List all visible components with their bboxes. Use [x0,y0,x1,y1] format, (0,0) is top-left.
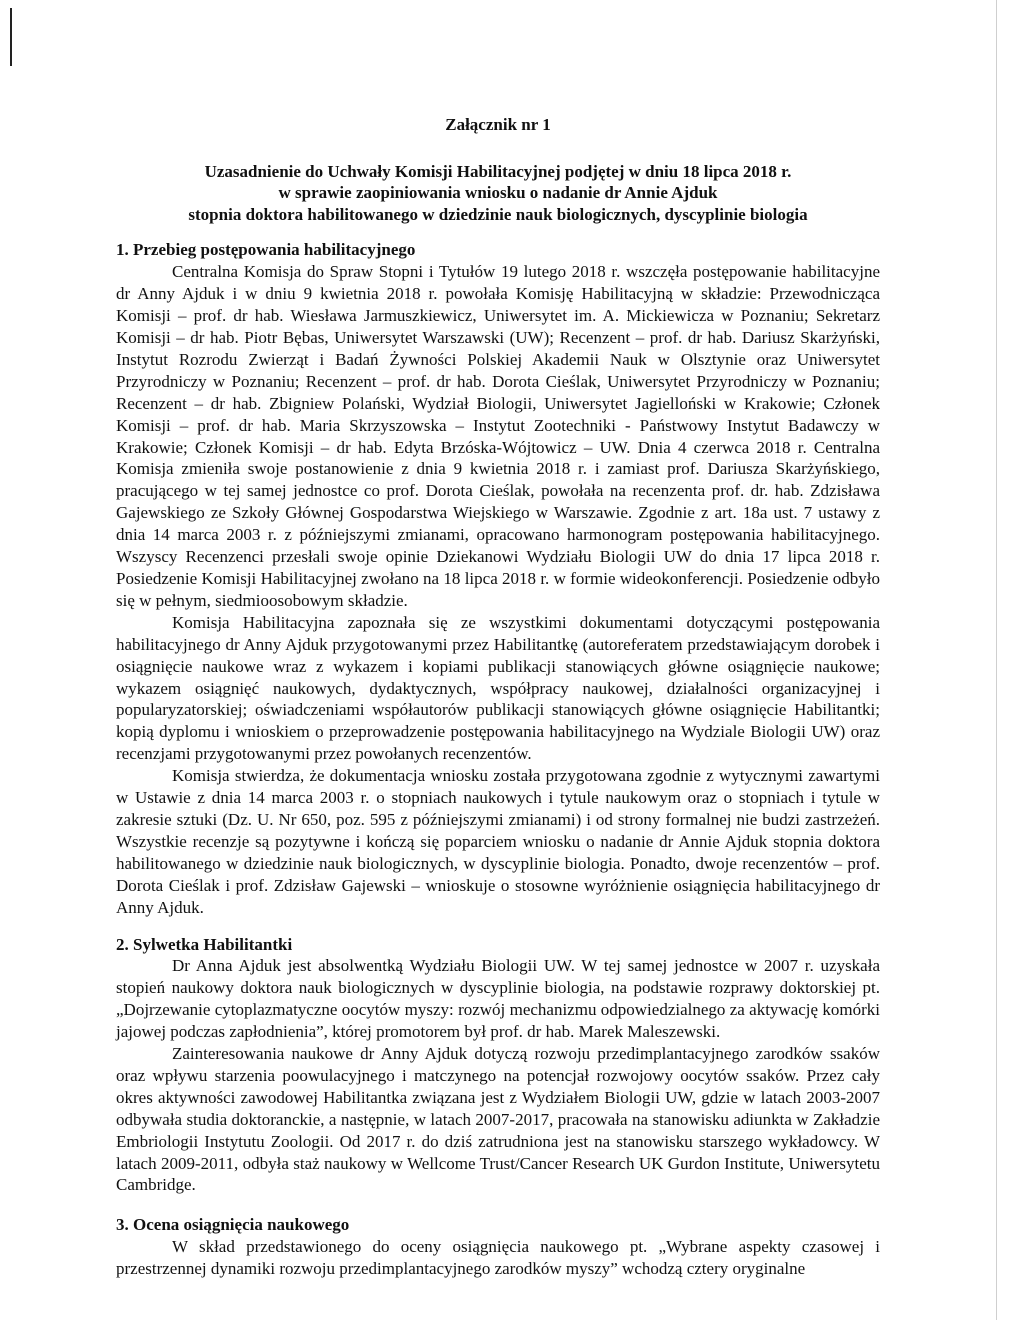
section-proceedings [116,239,880,918]
scan-edge-mark [10,8,12,66]
section-heading: 2. Sylwetka Habilitantki [116,934,293,954]
document-subject [116,161,880,226]
paragraph: Centralna Komisja do Spraw Stopni i Tytułów 19 lutego 2018 r. wszczęła postępowanie habilitacyjne dr Anny Ajduk i w dniu 9 kwietnia 2018 r. powołała Komisję Habilitacyjną w składzie: Przewodnicząca Komisji – prof. dr hab. Wiesława Jarmuszkiewicz, Uniwersytet im. A. Mickiewicza w Poznaniu; Sekretarz Komisji – dr hab. Piotr Bębas, Uniwersytet Warszawski (UW); Recenzent – prof. dr hab. Dariusz Skarżyński, Instytut Rozrodu Zwierząt i Badań Żywności Polskiej Akademii Nauk w Olsztynie oraz Uniwersytet Przyrodniczy w Poznaniu; Recenzent – prof. dr hab. Dorota Cieślak, Uniwersytet Przyrodniczy w Poznaniu; Recenzent – dr hab. Zbigniew Polański, Wydział Biologii, Uniwersytet Jagielloński w Krakowie; Członek Komisji – prof. dr hab. Maria Skrzyszowska – Instytut Zootechniki - Państwowy Instytut Badawczy w Krakowie; Członek Komisji – dr hab. Edyta Brzóska-Wójtowicz – UW. Dnia 4 czerwca 2018 r. Centralna Komisja zmieniła swoje postanowienie z dnia 9 kwietnia 2018 r. i zamiast prof. Dariusza Skarżyńskiego, pracującego w tej samej jednostce co prof. Dorota Cieślak, powołała na recenzenta prof. dr. hab. Zdzisława Gajewskiego ze Szkoły Głównej Gospodarstwa Wiejskiego w Warszawie. Zgodnie z art. 18a ust. 7 ustawy z dnia 14 marca 2003 r. z późniejszymi zmianami, opracowano harmonogram postępowania habilitacyjnego. Wszyscy Recenzenci przesłali swoje opinie Dziekanowi Wydziału Biologii UW do dnia 17 lipca 2018 r. Posiedzenie Komisji Habilitacyjnej zwołano na 18 lipca 2018 r. w formie wideokonferencji. Posiedzenie odbyło się w pełnym, siedmioosobowym składzie. [116,262,880,610]
paragraph: Komisja Habilitacyjna zapoznała się ze wszystkimi dokumentami dotyczącymi postępowania habilitacyjnego dr Anny Ajduk przygotowanymi przez Habilitantkę (autoreferatem przedstawiającym dorobek i osiągnięcie naukowe wraz z wykazem i kopiami publikacji stanowiących główne osiągnięcie naukowe; wykazem osiągnięć naukowych, dydaktycznych, współpracy naukowej, działalności organizacyjnej i popularyzatorskiej; oświadczeniami współautorów publikacji stanowiących główne osiągnięcie Habilitantki; kopią dyplomu i wnioskiem o przeprowadzenie postępowania habilitacyjnego na Wydziale Biologii UW) oraz recenzjami przygotowanymi przez powołanych recenzentów. [116,612,880,764]
subject-line: Uzasadnienie do Uchwały Komisji Habilitacyjnej podjętej w dniu 18 lipca 2018 r. [204,161,792,181]
section-heading: 1. Przebieg postępowania habilitacyjnego [116,240,416,260]
document-page [116,114,880,1280]
section-achievement-assessment [116,1214,880,1280]
section-candidate-profile [116,934,880,1197]
paragraph: Dr Anna Ajduk jest absolwentką Wydziału Biologii UW. W tej samej jednostce w 2007 r. uzyskała stopień naukowy doktora nauk biologicznych w dyscyplinie biologia, na podstawie rozprawy doktorskiej pt. „Dojrzewanie cytoplazmatyczne oocytów myszy: rozwój mechanizmu odpowiedzialnego za aktywację komórki jajowej podczas zapłodnienia”, której promotorem był prof. dr hab. Marek Maleszewski. [116,956,880,1042]
paragraph: Zainteresowania naukowe dr Anny Ajduk dotyczą rozwoju przedimplantacyjnego zarodków ssaków oraz wpływu starzenia poowulacyjnego i matczynego na potencjał rozwojowy oocytów ssaków. Przez cały okres aktywności zawodowej Habilitantka związana jest z Wydziałem Biologii UW, gdzie w latach 2003-2007 odbywała studia doktoranckie, a następnie, w latach 2007-2017, pracowała na stanowisku adiunkta w Zakładzie Embriologii Instytutu Zoologii. Od 2017 r. do dziś zatrudniona jest na stanowisku starszego wykładowcy. W latach 2009-2011, odbyła staż naukowy w Wellcome Trust/Cancer Research UK Gurdon Institute, Uniwersytetu Cambridge. [116,1044,880,1195]
paragraph: Komisja stwierdza, że dokumentacja wniosku została przygotowana zgodnie z wytycznymi zawartymi w Ustawie z dnia 14 marca 2003 r. o stopniach naukowych i tytule naukowym oraz o stopniach i tytule w zakresie sztuki (Dz. U. Nr 650, poz. 595 z późniejszymi zmianami) i od strony formalnej nie budzi zastrzeżeń. Wszystkie recenzje są pozytywne i kończą się poparciem wniosku o nadanie dr Annie Ajduk stopnia doktora habilitowanego w dziedzinie nauk biologicznych, w dyscyplinie biologia. Ponadto, dwoje recenzentów – prof. Dorota Cieślak i prof. Zdzisław Gajewski – wnioskuje o stosowne wyróżnienie osiągnięcia habilitacyjnego dr Anny Ajduk. [116,766,880,917]
document-title: Załącznik nr 1 [445,115,551,134]
section-heading: 3. Ocena osiągnięcia naukowego [116,1215,350,1235]
paragraph: W skład przedstawionego do oceny osiągnięcia naukowego pt. „Wybrane aspekty czasowej i przestrzennej dynamiki rozwoju przedimplantacyjnego zarodków myszy” wchodzą cztery oryginalne [116,1237,880,1279]
subject-line: stopnia doktora habilitowanego w dziedzinie nauk biologicznych, dyscyplinie biologia [188,204,808,224]
subject-line: w sprawie zaopiniowania wniosku o nadanie dr Annie Ajduk [278,183,718,203]
scan-edge-line [996,0,997,1320]
